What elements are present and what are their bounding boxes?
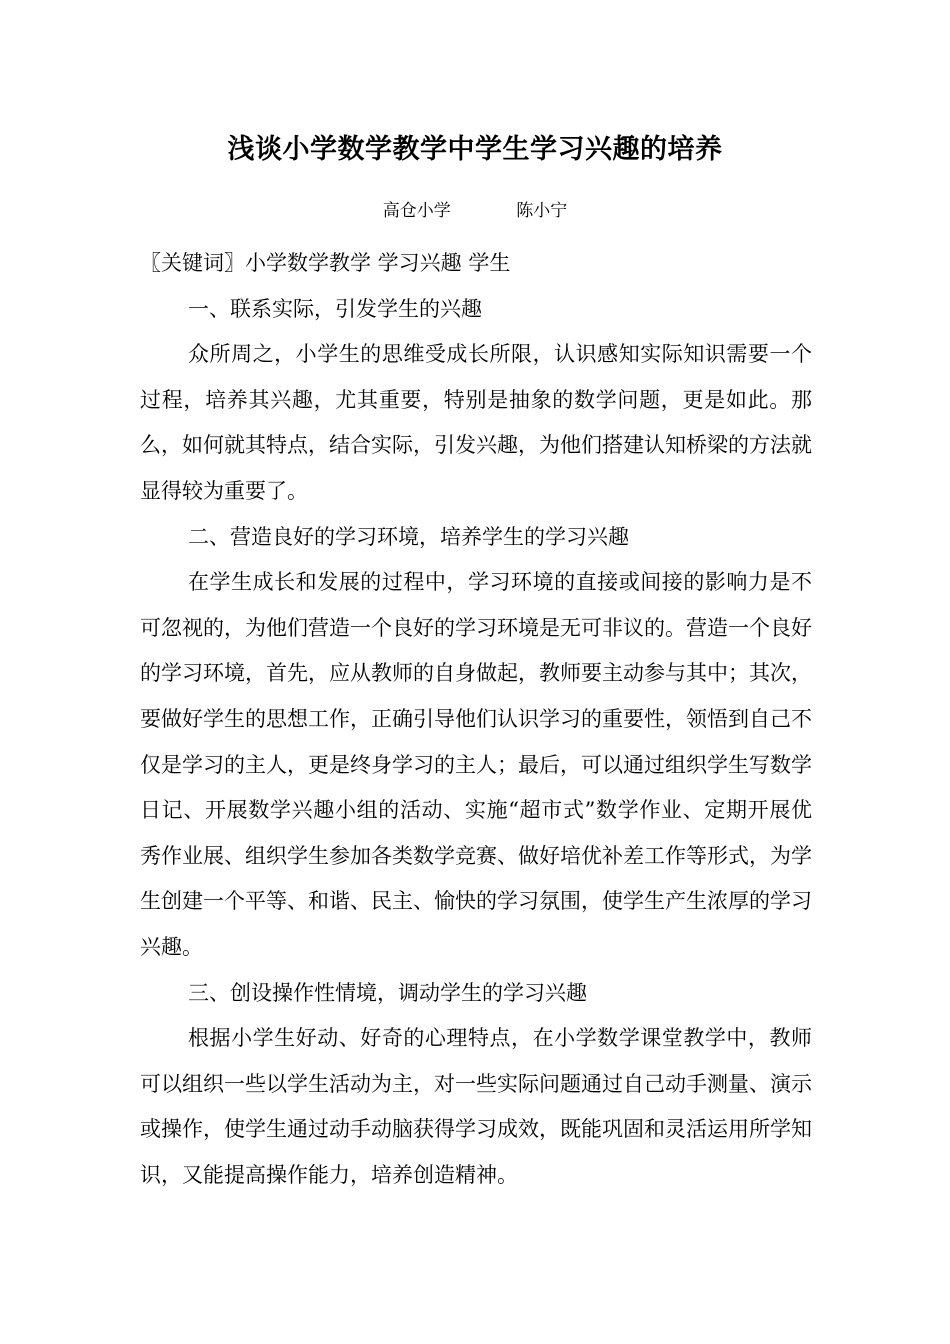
keywords: 〖关键词〗小学数学教学 学习兴趣 学生 bbox=[140, 251, 511, 275]
document-title: 浅谈小学数学教学中学生学习兴趣的培养 bbox=[227, 134, 723, 165]
author-name: 陈小宁 bbox=[516, 201, 568, 221]
document-body bbox=[140, 241, 812, 1198]
section-heading-1: 一、联系实际，引发学生的兴趣 bbox=[188, 296, 482, 321]
section-paragraph-3: 根据小学生好动、好奇的心理特点，在小学数学课堂教学中，教师可以组织一些以学生活动为主，对一些实际问题通过自己动手测量、演示或操作，使学生通过动手动脑获得学习成效，既能巩固和灵活运用所学知识，又能提高操作能力，培养创造精神。 bbox=[140, 1026, 812, 1187]
school-name: 高仓小学 bbox=[382, 201, 451, 221]
byline bbox=[0, 197, 950, 225]
section-paragraph-2: 在学生成长和发展的过程中，学习环境的直接或间接的影响力是不可忽视的，为他们营造一个良好的学习环境是无可非议的。营造一个良好的学习环境，首先，应从教师的自身做起，教师要主动参与其中；其次，要做好学生的思想工作，正确引导他们认识学习的重要性，领悟到自己不仅是学习的主人，更是终身学习的主人；最后，可以通过组织学生写数学日记、开展数学兴趣小组的活动、实施“超市式”数学作业、定期开展优秀作业展、组织学生参加各类数学竞赛、做好培优补差工作等形式，为学生创建一个平等、和谐、民主、愉快的学习氛围，使学生产生浓厚的学习兴趣。 bbox=[140, 570, 812, 959]
section-heading-3: 三、创设操作性情境，调动学生的学习兴趣 bbox=[188, 980, 587, 1005]
section-heading-2: 二、营造良好的学习环境，培养学生的学习兴趣 bbox=[188, 524, 629, 549]
section-paragraph-1: 众所周之，小学生的思维受成长所限，认识感知实际知识需要一个过程，培养其兴趣，尤其重要，特别是抽象的数学问题，更是如此。那么，如何就其特点，结合实际，引发兴趣，为他们搭建认知桥梁的方法就显得较为重要了。 bbox=[140, 342, 812, 503]
